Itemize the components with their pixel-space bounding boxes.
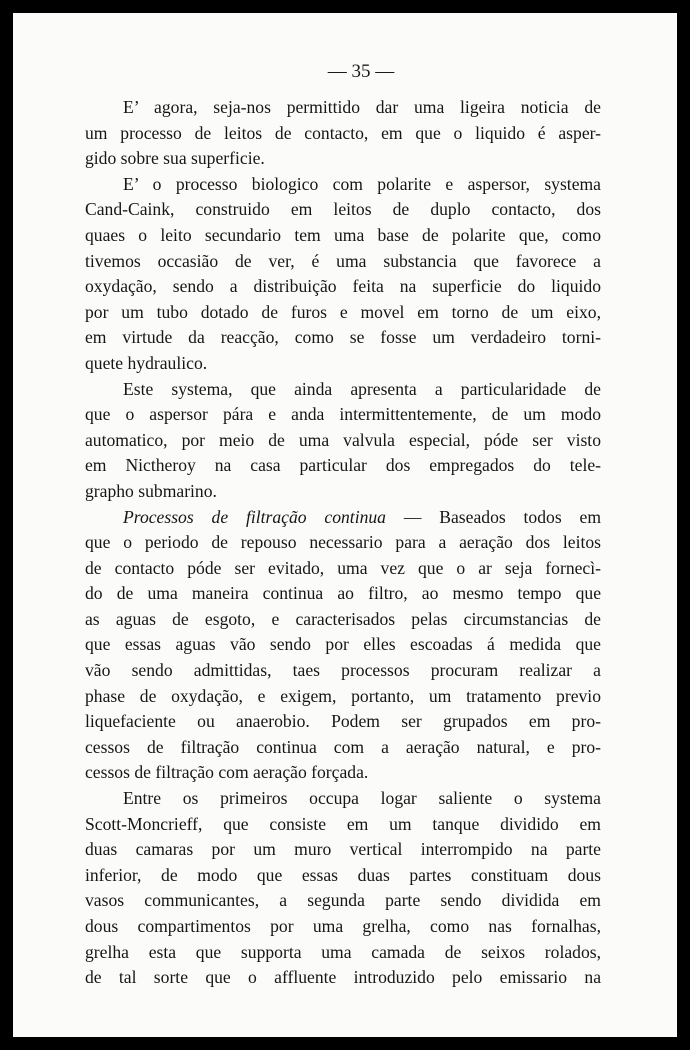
section-heading: Processos de filtração continua — [123, 506, 386, 527]
text-line: E’ agora, seja-nos permittido dar uma ligeira noticia de — [123, 97, 601, 117]
text-line: por um tubo dotado de furos e movel em torno de um eixo, — [85, 301, 601, 322]
text-line: que o aspersor pára e anda intermittentemente, de um modo — [85, 404, 601, 425]
body-text — [85, 95, 601, 991]
text-line: do de uma maneira continua ao filtro, ao mesmo tempo que — [85, 583, 601, 604]
text-line: que essas aguas vão sendo por elles escoadas á medida que — [85, 634, 601, 655]
text-line — [85, 505, 601, 531]
paragraph — [85, 786, 601, 991]
text-line: que o periodo de repouso necessario para a aeração dos leitos — [85, 532, 601, 553]
text-line: phase de oxydação, e exigem, portanto, um tratamento previo — [85, 685, 601, 706]
text-line: Scott-Moncrieff, que consiste em um tanque dividido em — [85, 813, 601, 834]
text-line: oxydação, sendo a distribuição feita na superficie do liquido — [85, 276, 601, 297]
text-line: quete hydraulico. — [85, 352, 208, 373]
text-line: liquefaciente ou anaerobio. Podem ser grupados em pro- — [85, 711, 601, 732]
text-line: quaes o leito secundario tem uma base de polarite que, como — [85, 224, 601, 245]
text-line: de contacto póde ser evitado, uma vez que o ar seja fornecì- — [85, 557, 601, 578]
page-number: — 35 — — [327, 61, 395, 82]
text-line: tivemos occasião de ver, é uma substancia que favorece a — [85, 250, 601, 271]
text-line: gido sobre sua superficie. — [85, 148, 265, 169]
text-line: em Nictheroy na casa particular dos empregados do tele- — [85, 455, 601, 476]
text-line: automatico, por meio de uma valvula especial, póde ser visto — [85, 429, 601, 450]
text-line: as aguas de esgoto, e caracterisados pelas circumstancias de — [85, 608, 601, 629]
text-line: grelha esta que supporta uma camada de seixos rolados, — [85, 941, 601, 962]
text-line: dous compartimentos por uma grelha, como nas fornalhas, — [85, 916, 601, 936]
text-line: Cand-Caink, construido em leitos de duplo contacto, dos — [85, 199, 601, 220]
paragraph — [85, 377, 601, 505]
text-line: de tal sorte que o affluente introduzido pelo emissario na — [85, 967, 601, 988]
text-line: vão sendo admittidas, taes processos procuram realizar a — [85, 660, 601, 681]
text-line: grapho submarino. — [85, 480, 217, 501]
paragraph — [85, 95, 601, 172]
text-line: duas camaras por um muro vertical interrompido na parte — [85, 839, 601, 860]
text-line: em virtude da reacção, como se fosse um verdadeiro torni- — [85, 327, 601, 348]
text-line: vasos communicantes, a segunda parte sendo dividida em — [85, 890, 601, 911]
text-line: E’ o processo biologico com polarite e aspersor, systema — [123, 173, 601, 194]
text-line-rest: — Baseados todos em — [403, 506, 601, 527]
text-line: cessos de filtração com aeração forçada. — [85, 762, 369, 783]
text-line: Este systema, que ainda apresenta a particularidade de — [123, 378, 601, 399]
paragraph — [85, 505, 601, 787]
paragraph — [85, 172, 601, 377]
text-line: cessos de filtração continua com a aeração natural, e pro- — [85, 736, 601, 757]
book-page — [13, 13, 677, 1037]
text-line: inferior, de modo que essas duas partes constituam dous — [85, 864, 601, 885]
text-line: Entre os primeiros occupa logar saliente o systema — [123, 788, 601, 809]
text-line: um processo de leitos de contacto, em que o liquido é asper- — [85, 122, 601, 143]
